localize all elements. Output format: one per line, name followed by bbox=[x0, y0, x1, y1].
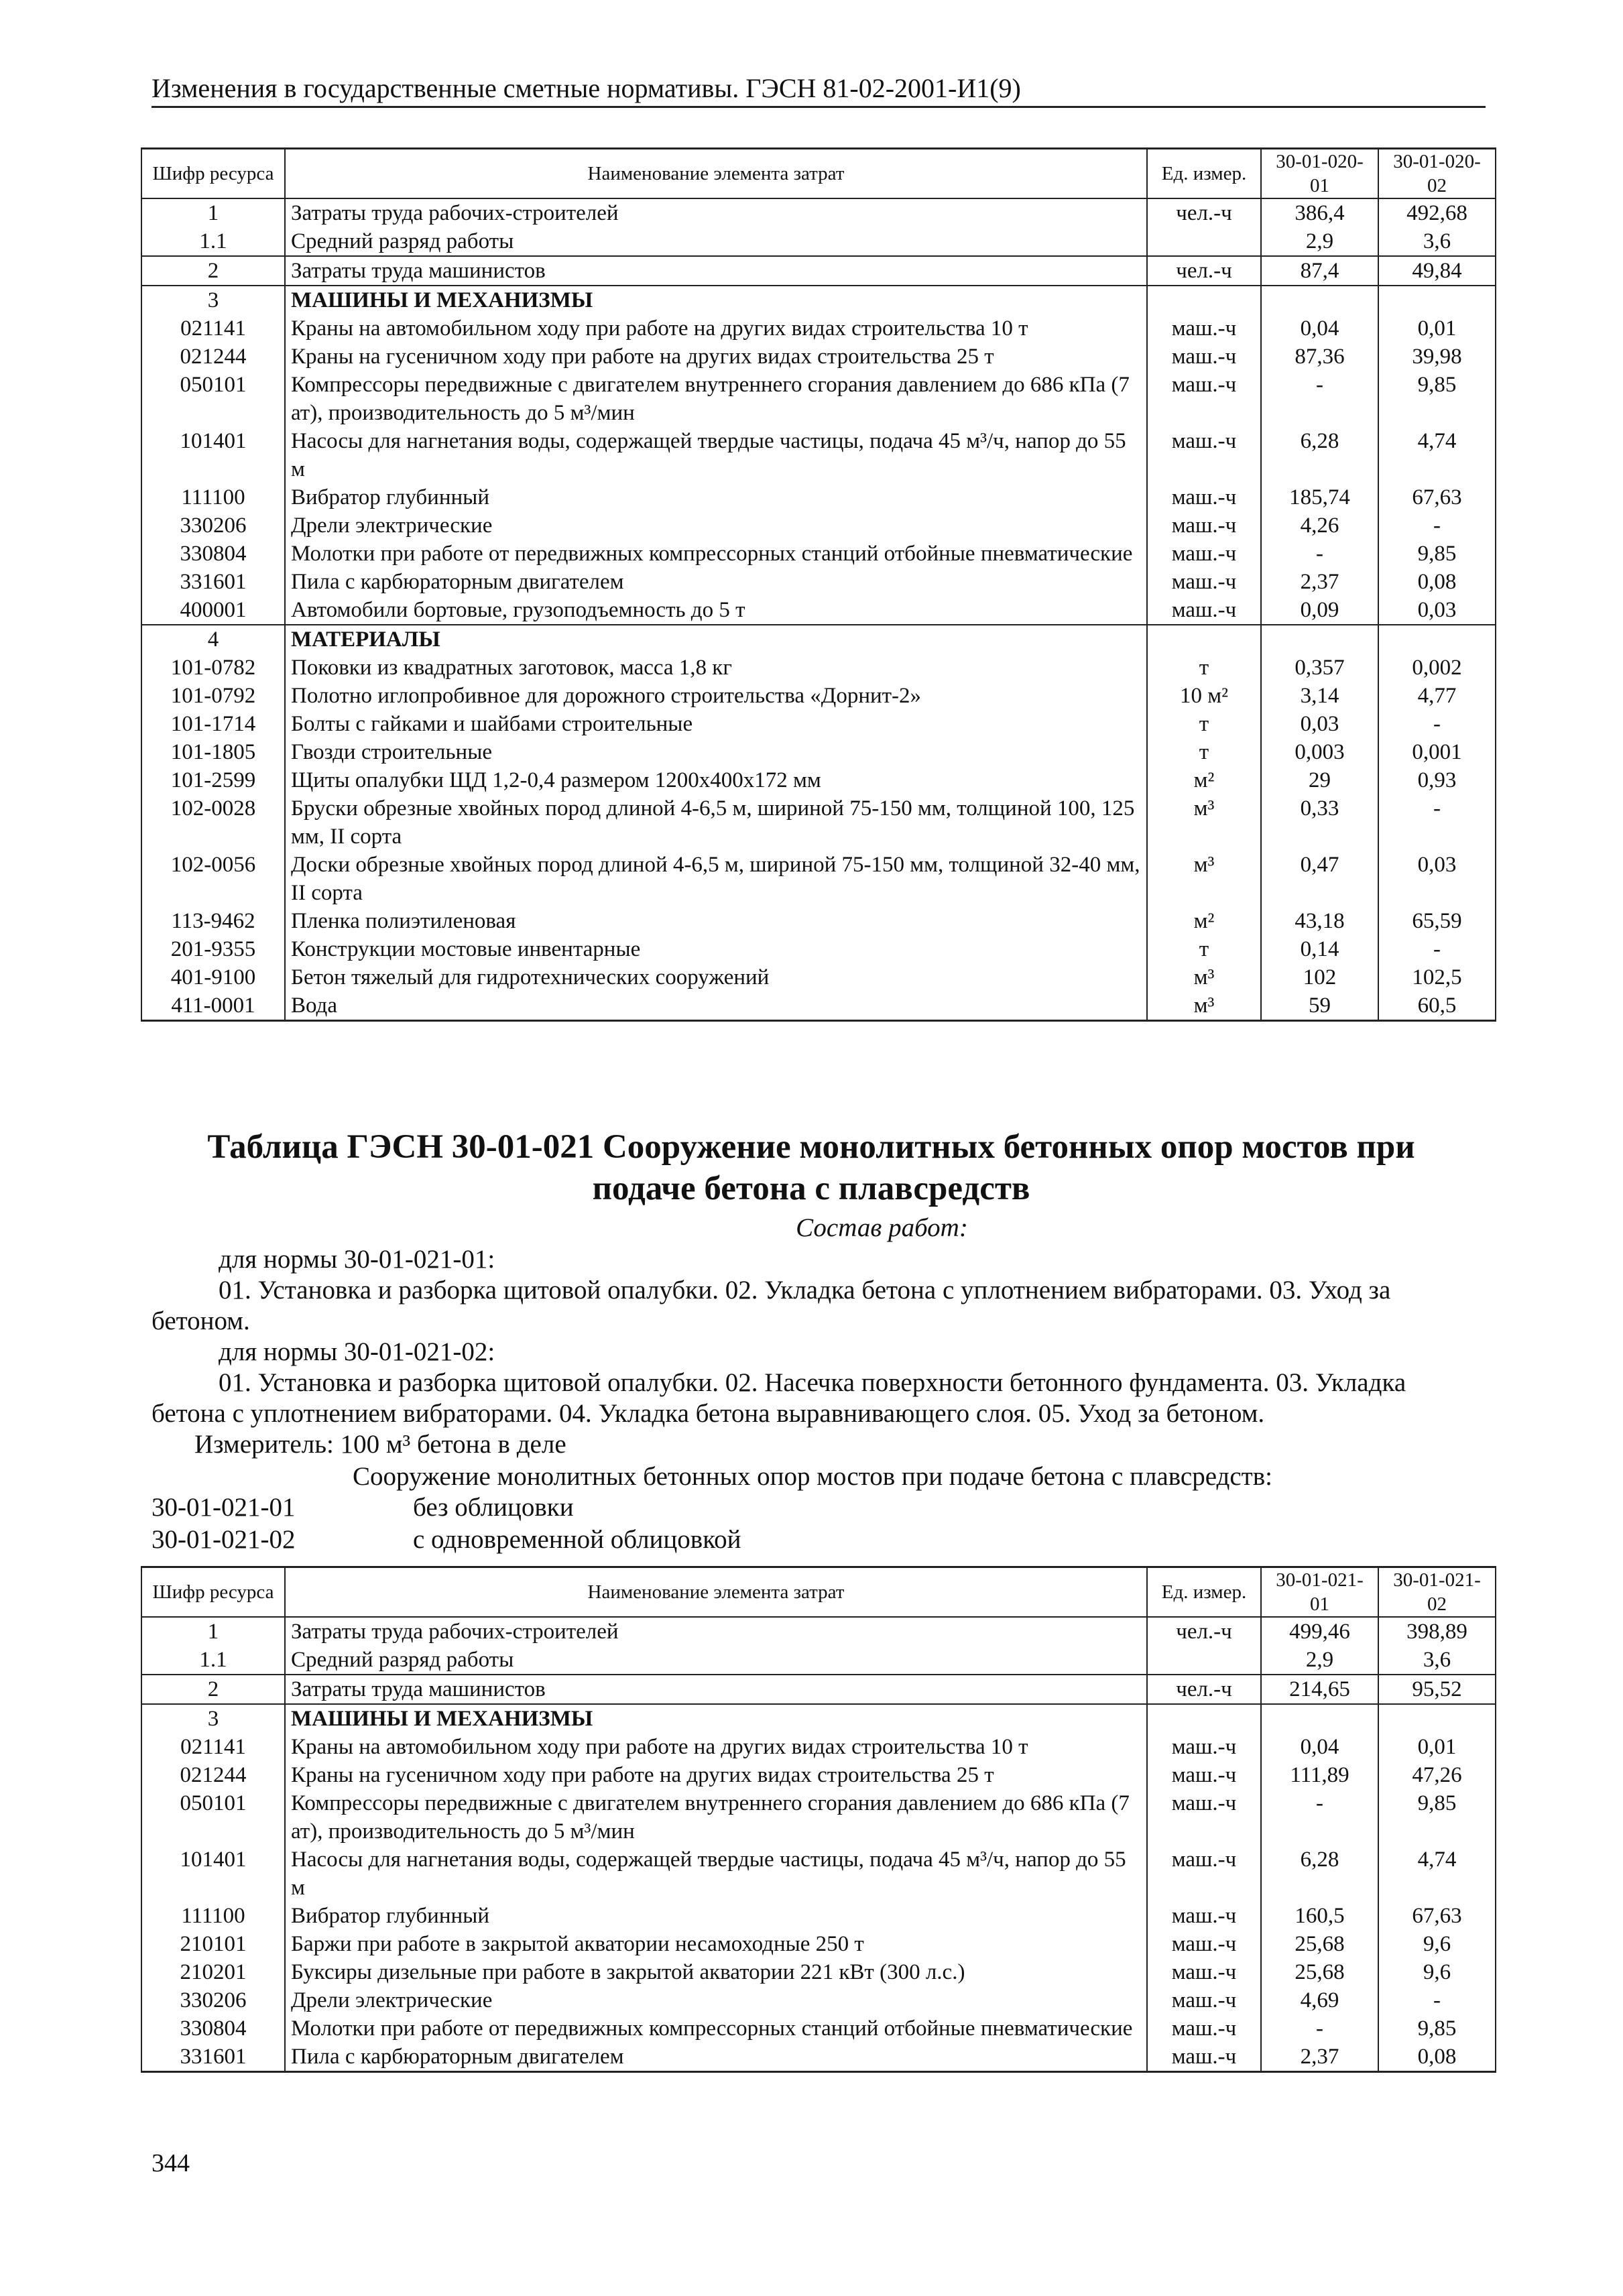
column-header-code: Шифр ресурса bbox=[141, 1567, 285, 1618]
unit-cell: маш.-ч bbox=[1147, 1761, 1261, 1789]
resource-code: 2 bbox=[141, 1675, 285, 1704]
cost-element-name: Краны на гусеничном ходу при работе на других видах строительства 25 т bbox=[285, 1761, 1147, 1789]
resource-code: 111100 bbox=[141, 483, 285, 511]
unit-cell: маш.-ч bbox=[1147, 1986, 1261, 2014]
cost-element-name: Болты с гайками и шайбами строительные bbox=[285, 710, 1147, 738]
unit-cell: маш.-ч bbox=[1147, 483, 1261, 511]
resource-code: 050101 bbox=[141, 1789, 285, 1846]
table-row bbox=[141, 1646, 1496, 1675]
resource-code: 021141 bbox=[141, 314, 285, 343]
norm-1-value: 102 bbox=[1261, 963, 1378, 991]
table-row bbox=[141, 1675, 1496, 1704]
norm-2-value: - bbox=[1378, 511, 1496, 540]
unit-cell: м² bbox=[1147, 907, 1261, 935]
norm-1-value: 4,26 bbox=[1261, 511, 1378, 540]
table-row bbox=[141, 2014, 1496, 2043]
cost-element-name: Дрели электрические bbox=[285, 1986, 1147, 2014]
norm-code: 30-01-021-01 bbox=[152, 1493, 296, 1522]
column-header-norm-2: 30-01-020-02 bbox=[1378, 149, 1496, 199]
unit-cell: т bbox=[1147, 738, 1261, 766]
table-row bbox=[141, 907, 1496, 935]
norm-1-value: 214,65 bbox=[1261, 1675, 1378, 1704]
table-row bbox=[141, 963, 1496, 991]
unit-cell bbox=[1147, 286, 1261, 314]
norms-subtitle: Сооружение монолитных бетонных опор мостов при подаче бетона с плавсредств: bbox=[353, 1462, 1272, 1491]
resource-code: 050101 bbox=[141, 371, 285, 427]
norm-2-value bbox=[1378, 286, 1496, 314]
unit-cell: маш.-ч bbox=[1147, 1902, 1261, 1930]
unit-cell: т bbox=[1147, 654, 1261, 682]
cost-element-name: Краны на автомобильном ходу при работе на других видах строительства 10 т bbox=[285, 1733, 1147, 1761]
cost-element-name: Молотки при работе от передвижных компрессорных станций отбойные пневматические bbox=[285, 540, 1147, 568]
norm-2-value: 95,52 bbox=[1378, 1675, 1496, 1704]
norm-2-value: 3,6 bbox=[1378, 227, 1496, 256]
norm-1-value: - bbox=[1261, 2014, 1378, 2043]
unit-cell: маш.-ч bbox=[1147, 2043, 1261, 2072]
norm-2-work-text: 01. Установка и разборка щитовой опалубки. 02. Насечка поверхности бетонного фундамента. 03. Укладка бетона с уплотнением вибраторами. 04. Укладка бетона выравнивающего слоя. 05. Уход за бетоном. bbox=[152, 1368, 1406, 1428]
unit-cell: маш.-ч bbox=[1147, 314, 1261, 343]
table-row bbox=[141, 343, 1496, 371]
norm-1-value: 0,14 bbox=[1261, 935, 1378, 963]
resource-code: 1 bbox=[141, 1617, 285, 1646]
norm-2-value: 0,01 bbox=[1378, 314, 1496, 343]
table-row bbox=[141, 851, 1496, 907]
cost-element-name: Вода bbox=[285, 991, 1147, 1021]
cost-element-name: Молотки при работе от передвижных компрессорных станций отбойные пневматические bbox=[285, 2014, 1147, 2043]
norm-1-value: 6,28 bbox=[1261, 427, 1378, 483]
unit-cell: 10 м² bbox=[1147, 682, 1261, 710]
cost-element-name: Полотно иглопробивное для дорожного строительства «Дорнит-2» bbox=[285, 682, 1147, 710]
unit-cell: маш.-ч bbox=[1147, 1789, 1261, 1846]
cost-element-name: Бруски обрезные хвойных пород длиной 4-6,5 м, шириной 75-150 мм, толщиной 100, 125 мм, II сорта bbox=[285, 794, 1147, 851]
norm-2-value: 9,85 bbox=[1378, 371, 1496, 427]
cost-element-name: Вибратор глубинный bbox=[285, 1902, 1147, 1930]
unit-cell: т bbox=[1147, 710, 1261, 738]
norm-1-value bbox=[1261, 1704, 1378, 1733]
norm-1-value: 2,9 bbox=[1261, 227, 1378, 256]
cost-element-name: Затраты труда рабочих-строителей bbox=[285, 1617, 1147, 1646]
resource-code: 331601 bbox=[141, 2043, 285, 2072]
cost-element-name: Компрессоры передвижные с двигателем внутреннего сгорания давлением до 686 кПа (7 ат), производительность до 5 м³/мин bbox=[285, 1789, 1147, 1846]
norm-1-value: 0,03 bbox=[1261, 710, 1378, 738]
norm-1-value: 87,36 bbox=[1261, 343, 1378, 371]
norm-1-value: 0,04 bbox=[1261, 1733, 1378, 1761]
resource-code: 330804 bbox=[141, 2014, 285, 2043]
norm-2-value: - bbox=[1378, 794, 1496, 851]
resource-code: 330206 bbox=[141, 511, 285, 540]
cost-element-name: Автомобили бортовые, грузоподъемность до 5 т bbox=[285, 596, 1147, 625]
norm-2-value: 39,98 bbox=[1378, 343, 1496, 371]
norm-1-value: 0,003 bbox=[1261, 738, 1378, 766]
norm-1-value: 0,33 bbox=[1261, 794, 1378, 851]
norm-2-value: 0,01 bbox=[1378, 1733, 1496, 1761]
table-row bbox=[141, 1930, 1496, 1958]
table-row bbox=[141, 935, 1496, 963]
cost-element-name: Средний разряд работы bbox=[285, 1646, 1147, 1675]
resource-code: 3 bbox=[141, 286, 285, 314]
unit-cell: м³ bbox=[1147, 851, 1261, 907]
resource-code: 1.1 bbox=[141, 227, 285, 256]
norm-1-value: - bbox=[1261, 1789, 1378, 1846]
norm-2-value: 3,6 bbox=[1378, 1646, 1496, 1675]
resource-code: 1.1 bbox=[141, 1646, 285, 1675]
table-row bbox=[141, 1789, 1496, 1846]
cost-element-name: Пила с карбюраторным двигателем bbox=[285, 2043, 1147, 2072]
unit-cell: маш.-ч bbox=[1147, 511, 1261, 540]
unit-cell: маш.-ч bbox=[1147, 1733, 1261, 1761]
cost-element-name: Компрессоры передвижные с двигателем внутреннего сгорания давлением до 686 кПа (7 ат), производительность до 5 м³/мин bbox=[285, 371, 1147, 427]
norm-1-work-text: 01. Установка и разборка щитовой опалубки. 02. Укладка бетона с уплотнением вибраторами. 03. Уход за бетоном. bbox=[152, 1276, 1391, 1335]
column-header-norm-1: 30-01-021-01 bbox=[1261, 1567, 1378, 1618]
table-row bbox=[141, 766, 1496, 794]
unit-cell: маш.-ч bbox=[1147, 427, 1261, 483]
table-row bbox=[141, 794, 1496, 851]
unit-cell: маш.-ч bbox=[1147, 1846, 1261, 1902]
table-row bbox=[141, 654, 1496, 682]
column-header-unit: Ед. измер. bbox=[1147, 1567, 1261, 1618]
resource-code: 3 bbox=[141, 1704, 285, 1733]
resource-code: 101-1805 bbox=[141, 738, 285, 766]
norm-2-value: 47,26 bbox=[1378, 1761, 1496, 1789]
cost-element-name: Доски обрезные хвойных пород длиной 4-6,5 м, шириной 75-150 мм, толщиной 32-40 мм, II сорта bbox=[285, 851, 1147, 907]
cost-element-name: Вибратор глубинный bbox=[285, 483, 1147, 511]
cost-element-name: Пленка полиэтиленовая bbox=[285, 907, 1147, 935]
table-row bbox=[141, 314, 1496, 343]
table-row bbox=[141, 991, 1496, 1021]
table-row bbox=[141, 710, 1496, 738]
table-row bbox=[141, 227, 1496, 256]
norm-description: с одновременной облицовкой bbox=[413, 1525, 741, 1554]
resource-code: 2 bbox=[141, 256, 285, 286]
resource-table-2 bbox=[141, 1566, 1496, 2073]
resource-code: 210101 bbox=[141, 1930, 285, 1958]
resource-table-1 bbox=[141, 147, 1496, 1022]
cost-element-name: Затраты труда рабочих-строителей bbox=[285, 198, 1147, 227]
unit-cell: маш.-ч bbox=[1147, 2014, 1261, 2043]
unit-cell bbox=[1147, 625, 1261, 654]
column-header-name: Наименование элемента затрат bbox=[285, 1567, 1147, 1618]
table-row bbox=[141, 511, 1496, 540]
norm-2-value: 4,74 bbox=[1378, 1846, 1496, 1902]
norm-1-value bbox=[1261, 625, 1378, 654]
table-row bbox=[141, 1986, 1496, 2014]
cost-element-name: Щиты опалубки ЩД 1,2-0,4 размером 1200х400х172 мм bbox=[285, 766, 1147, 794]
cost-element-name: МАШИНЫ И МЕХАНИЗМЫ bbox=[285, 1704, 1147, 1733]
unit-cell bbox=[1147, 1646, 1261, 1675]
norm-1-value: 0,357 bbox=[1261, 654, 1378, 682]
table-row bbox=[141, 596, 1496, 625]
column-header-code: Шифр ресурса bbox=[141, 149, 285, 199]
table-row bbox=[141, 1846, 1496, 1902]
table-row bbox=[141, 198, 1496, 227]
resource-code: 331601 bbox=[141, 568, 285, 596]
cost-element-name: Насосы для нагнетания воды, содержащей твердые частицы, подача 45 м³/ч, напор до 55 м bbox=[285, 427, 1147, 483]
table-row bbox=[141, 682, 1496, 710]
norm-1-value: 185,74 bbox=[1261, 483, 1378, 511]
norm-2-value: 0,03 bbox=[1378, 596, 1496, 625]
resource-code: 021244 bbox=[141, 1761, 285, 1789]
table-row bbox=[141, 1902, 1496, 1930]
norm-1-value: 29 bbox=[1261, 766, 1378, 794]
norm-1-value: 25,68 bbox=[1261, 1958, 1378, 1986]
norm-description: без облицовки bbox=[413, 1493, 574, 1522]
cost-element-name: Буксиры дизельные при работе в закрытой акватории 221 кВт (300 л.с.) bbox=[285, 1958, 1147, 1986]
resource-code: 101401 bbox=[141, 1846, 285, 1902]
norm-1-value: - bbox=[1261, 540, 1378, 568]
table-row bbox=[141, 1958, 1496, 1986]
norm-2-value: - bbox=[1378, 1986, 1496, 2014]
norm-2-value: 0,08 bbox=[1378, 2043, 1496, 2072]
norm-2-value: 9,85 bbox=[1378, 2014, 1496, 2043]
table-row bbox=[141, 427, 1496, 483]
table-title: Таблица ГЭСН 30-01-021 Сооружение монолитных бетонных опор мостов при подаче бетона с плавсредств bbox=[207, 1128, 1415, 1207]
table-row bbox=[141, 483, 1496, 511]
norm-2-value: 9,85 bbox=[1378, 1789, 1496, 1846]
norm-2-value: 60,5 bbox=[1378, 991, 1496, 1021]
table-row bbox=[141, 256, 1496, 286]
norm-2-value: 0,001 bbox=[1378, 738, 1496, 766]
cost-element-name: Затраты труда машинистов bbox=[285, 1675, 1147, 1704]
table-header-row bbox=[141, 149, 1496, 199]
unit-cell: маш.-ч bbox=[1147, 540, 1261, 568]
norm-code: 30-01-021-02 bbox=[152, 1525, 296, 1554]
resource-code: 101-2599 bbox=[141, 766, 285, 794]
resource-code: 111100 bbox=[141, 1902, 285, 1930]
norm-2-value: 4,77 bbox=[1378, 682, 1496, 710]
cost-element-name: Краны на гусеничном ходу при работе на других видах строительства 25 т bbox=[285, 343, 1147, 371]
resource-code: 101-1714 bbox=[141, 710, 285, 738]
table-row bbox=[141, 1761, 1496, 1789]
norm-2-label: для нормы 30-01-021-02: bbox=[219, 1337, 495, 1366]
norm-2-value: 67,63 bbox=[1378, 1902, 1496, 1930]
norm-2-value: 49,84 bbox=[1378, 256, 1496, 286]
norm-2-value: 0,03 bbox=[1378, 851, 1496, 907]
cost-element-name: МАТЕРИАЛЫ bbox=[285, 625, 1147, 654]
unit-cell: маш.-ч bbox=[1147, 1930, 1261, 1958]
resource-code: 411-0001 bbox=[141, 991, 285, 1021]
cost-element-name: Поковки из квадратных заготовок, масса 1,8 кг bbox=[285, 654, 1147, 682]
unit-cell: маш.-ч bbox=[1147, 343, 1261, 371]
norm-2-value: - bbox=[1378, 935, 1496, 963]
norm-1-value: 6,28 bbox=[1261, 1846, 1378, 1902]
unit-cell: м³ bbox=[1147, 991, 1261, 1021]
section-heading-row bbox=[141, 1704, 1496, 1733]
resource-code: 400001 bbox=[141, 596, 285, 625]
resource-code: 021244 bbox=[141, 343, 285, 371]
norm-1-value: 386,4 bbox=[1261, 198, 1378, 227]
work-composition-caption: Состав работ: bbox=[796, 1213, 968, 1242]
norm-1-value: 0,04 bbox=[1261, 314, 1378, 343]
norm-1-value: 59 bbox=[1261, 991, 1378, 1021]
norm-1-value: 2,37 bbox=[1261, 2043, 1378, 2072]
norm-2-value: 398,89 bbox=[1378, 1617, 1496, 1646]
norm-2-value: - bbox=[1378, 710, 1496, 738]
cost-element-name: Краны на автомобильном ходу при работе на других видах строительства 10 т bbox=[285, 314, 1147, 343]
table-row bbox=[141, 1733, 1496, 1761]
resource-code: 101-0782 bbox=[141, 654, 285, 682]
norm-1-value: 3,14 bbox=[1261, 682, 1378, 710]
norm-2-value: 65,59 bbox=[1378, 907, 1496, 935]
cost-element-name: Насосы для нагнетания воды, содержащей твердые частицы, подача 45 м³/ч, напор до 55 м bbox=[285, 1846, 1147, 1902]
resource-code: 201-9355 bbox=[141, 935, 285, 963]
unit-cell bbox=[1147, 1704, 1261, 1733]
resource-code: 102-0028 bbox=[141, 794, 285, 851]
norm-1-value: 87,4 bbox=[1261, 256, 1378, 286]
column-header-norm-2: 30-01-021-02 bbox=[1378, 1567, 1496, 1618]
norm-2-value: 102,5 bbox=[1378, 963, 1496, 991]
norm-1-value: 111,89 bbox=[1261, 1761, 1378, 1789]
resource-code: 401-9100 bbox=[141, 963, 285, 991]
norm-2-value: 9,85 bbox=[1378, 540, 1496, 568]
resource-code: 101-0792 bbox=[141, 682, 285, 710]
column-header-name: Наименование элемента затрат bbox=[285, 149, 1147, 199]
resource-code: 4 bbox=[141, 625, 285, 654]
norm-2-value: 9,6 bbox=[1378, 1930, 1496, 1958]
norm-2-value bbox=[1378, 625, 1496, 654]
norm-2-value: 492,68 bbox=[1378, 198, 1496, 227]
unit-cell: маш.-ч bbox=[1147, 568, 1261, 596]
cost-element-name: Пила с карбюраторным двигателем bbox=[285, 568, 1147, 596]
unit-cell: чел.-ч bbox=[1147, 256, 1261, 286]
norm-2-value: 9,6 bbox=[1378, 1958, 1496, 1986]
norm-2-value: 0,08 bbox=[1378, 568, 1496, 596]
column-header-unit: Ед. измер. bbox=[1147, 149, 1261, 199]
table-row bbox=[141, 1617, 1496, 1646]
cost-element-name: Затраты труда машинистов bbox=[285, 256, 1147, 286]
resource-code: 102-0056 bbox=[141, 851, 285, 907]
table-row bbox=[141, 371, 1496, 427]
cost-element-name: Гвозди строительные bbox=[285, 738, 1147, 766]
running-header: Изменения в государственные сметные нормативы. ГЭСН 81-02-2001-И1(9) bbox=[152, 72, 1486, 108]
unit-cell: чел.-ч bbox=[1147, 1617, 1261, 1646]
resource-code: 113-9462 bbox=[141, 907, 285, 935]
norm-1-value: 2,37 bbox=[1261, 568, 1378, 596]
cost-element-name: Бетон тяжелый для гидротехнических сооружений bbox=[285, 963, 1147, 991]
resource-code: 330804 bbox=[141, 540, 285, 568]
unit-cell: т bbox=[1147, 935, 1261, 963]
norm-1-value: 0,09 bbox=[1261, 596, 1378, 625]
cost-element-name: Дрели электрические bbox=[285, 511, 1147, 540]
norm-2-value: 67,63 bbox=[1378, 483, 1496, 511]
cost-element-name: Баржи при работе в закрытой акватории несамоходные 250 т bbox=[285, 1930, 1147, 1958]
resource-code: 210201 bbox=[141, 1958, 285, 1986]
table-row bbox=[141, 568, 1496, 596]
cost-element-name: Средний разряд работы bbox=[285, 227, 1147, 256]
cost-element-name: МАШИНЫ И МЕХАНИЗМЫ bbox=[285, 286, 1147, 314]
norm-1-value bbox=[1261, 286, 1378, 314]
unit-cell bbox=[1147, 227, 1261, 256]
norm-1-value: 0,47 bbox=[1261, 851, 1378, 907]
column-header-norm-1: 30-01-020-01 bbox=[1261, 149, 1378, 199]
norm-1-value: - bbox=[1261, 371, 1378, 427]
measurement-unit-text: Измеритель: 100 м³ бетона в деле bbox=[194, 1430, 566, 1459]
resource-code: 1 bbox=[141, 198, 285, 227]
norm-1-value: 25,68 bbox=[1261, 1930, 1378, 1958]
norm-2-value: 4,74 bbox=[1378, 427, 1496, 483]
norm-1-value: 160,5 bbox=[1261, 1902, 1378, 1930]
norm-1-value: 499,46 bbox=[1261, 1617, 1378, 1646]
norm-2-value: 0,002 bbox=[1378, 654, 1496, 682]
table-header-row bbox=[141, 1567, 1496, 1618]
section-heading-row bbox=[141, 286, 1496, 314]
unit-cell: м³ bbox=[1147, 794, 1261, 851]
norm-2-value: 0,93 bbox=[1378, 766, 1496, 794]
norm-1-value: 4,69 bbox=[1261, 1986, 1378, 2014]
section-heading-row bbox=[141, 625, 1496, 654]
norm-2-value bbox=[1378, 1704, 1496, 1733]
table-row bbox=[141, 540, 1496, 568]
resource-code: 021141 bbox=[141, 1733, 285, 1761]
norm-1-label: для нормы 30-01-021-01: bbox=[219, 1245, 495, 1274]
resource-code: 101401 bbox=[141, 427, 285, 483]
table-row bbox=[141, 2043, 1496, 2072]
unit-cell: чел.-ч bbox=[1147, 198, 1261, 227]
unit-cell: маш.-ч bbox=[1147, 596, 1261, 625]
norm-1-value: 43,18 bbox=[1261, 907, 1378, 935]
unit-cell: маш.-ч bbox=[1147, 371, 1261, 427]
page-number: 344 bbox=[152, 2149, 190, 2177]
unit-cell: м² bbox=[1147, 766, 1261, 794]
unit-cell: чел.-ч bbox=[1147, 1675, 1261, 1704]
table-row bbox=[141, 738, 1496, 766]
cost-element-name: Конструкции мостовые инвентарные bbox=[285, 935, 1147, 963]
norm-1-value: 2,9 bbox=[1261, 1646, 1378, 1675]
resource-code: 330206 bbox=[141, 1986, 285, 2014]
unit-cell: маш.-ч bbox=[1147, 1958, 1261, 1986]
unit-cell: м³ bbox=[1147, 963, 1261, 991]
